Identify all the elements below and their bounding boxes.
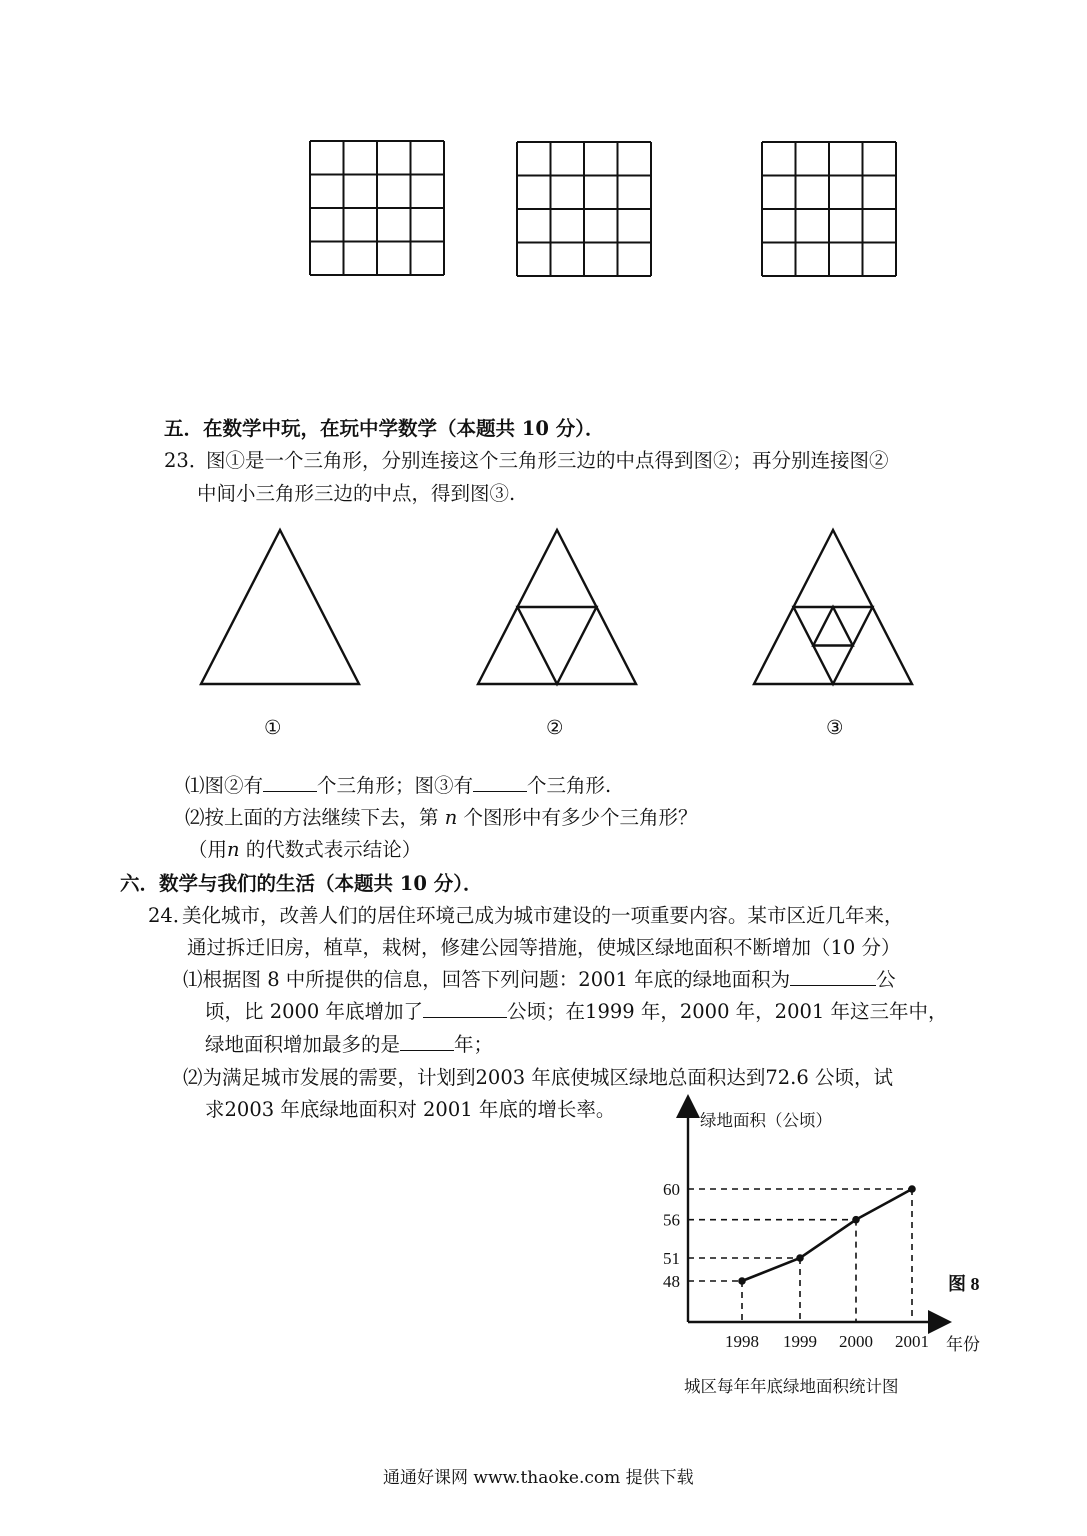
chart-y-tick-label: 56 bbox=[663, 1210, 680, 1230]
chart-series-line bbox=[742, 1189, 912, 1281]
chart-point bbox=[908, 1185, 916, 1193]
q24-line-2: 通过拆迁旧房，植草，栽树，修建公园等措施，使城区绿地面积不断增加（10 分） bbox=[187, 936, 901, 959]
chart-x-tick-label: 2001 bbox=[895, 1332, 929, 1351]
q24-part-1-line-2: 顷，比 2000 年底增加了 公顷；在1999 年，2000 年，2001 年这三年中， bbox=[205, 1000, 948, 1023]
q23-part-3: （用n 的代数式表示结论） bbox=[188, 838, 422, 861]
chart-title: 城区每年年底绿地面积统计图 bbox=[684, 1377, 899, 1396]
chart-point bbox=[796, 1254, 804, 1262]
q23-number: 23． bbox=[164, 449, 209, 472]
q24-part-1-line-1: ⑴根据图 8 中所提供的信息，回答下列问题：2001 年底的绿地面积为 公 bbox=[183, 968, 896, 991]
q24-line-1: 美化城市，改善人们的居住环境己成为城市建设的一项重要内容。某市区近几年来， bbox=[182, 904, 904, 927]
footer-text: 通通好课网 www.thaoke.com 提供下载 bbox=[383, 1468, 694, 1488]
chart-xlabel: 年份 bbox=[946, 1335, 980, 1354]
q24-number: 24． bbox=[148, 904, 193, 927]
chart-point bbox=[738, 1277, 746, 1285]
q23-part-1: ⑴图②有 个三角形；图③有 个三角形. bbox=[185, 774, 612, 797]
chart-x-tick-label: 1999 bbox=[783, 1332, 817, 1351]
q23-line-2: 中间小三角形三边的中点，得到图③. bbox=[197, 482, 516, 505]
chart-y-tick-label: 48 bbox=[663, 1272, 680, 1291]
q24-part-2-line-2: 求2003 年底绿地面积对 2001 年底的增长率。 bbox=[205, 1098, 616, 1121]
chart-ylabel: 绿地面积（公顷） bbox=[700, 1111, 832, 1130]
chart-point bbox=[852, 1216, 860, 1224]
section-6-heading: 六．数学与我们的生活（本题共 10 分）． bbox=[120, 872, 483, 895]
q23-part-2: ⑵按上面的方法继续下去，第 n 个图形中有多少个三角形？ bbox=[185, 806, 698, 829]
q24-part-2-line-1: ⑵为满足城市发展的需要，计划到2003 年底使城区绿地总面积达到72.6 公顷，试 bbox=[183, 1066, 893, 1089]
chart-y-tick-label: 60 bbox=[663, 1180, 680, 1199]
figure-label-2: ② bbox=[546, 716, 564, 739]
chart-y-tick-label: 51 bbox=[663, 1249, 680, 1268]
section-5-heading: 五．在数学中玩，在玩中学数学（本题共 10 分）． bbox=[164, 417, 605, 440]
figure-label-1: ① bbox=[264, 716, 282, 739]
figure-label-3: ③ bbox=[826, 716, 844, 739]
chart-x-tick-label: 1998 bbox=[725, 1332, 759, 1351]
chart-figure-label: 图 8 bbox=[948, 1274, 980, 1294]
q23-line-1: 图①是一个三角形，分别连接这个三角形三边的中点得到图②；再分别连接图② bbox=[206, 449, 889, 472]
q24-part-1-line-3: 绿地面积增加最多的是 年； bbox=[205, 1033, 494, 1056]
chart-x-tick-label: 2000 bbox=[839, 1332, 873, 1351]
